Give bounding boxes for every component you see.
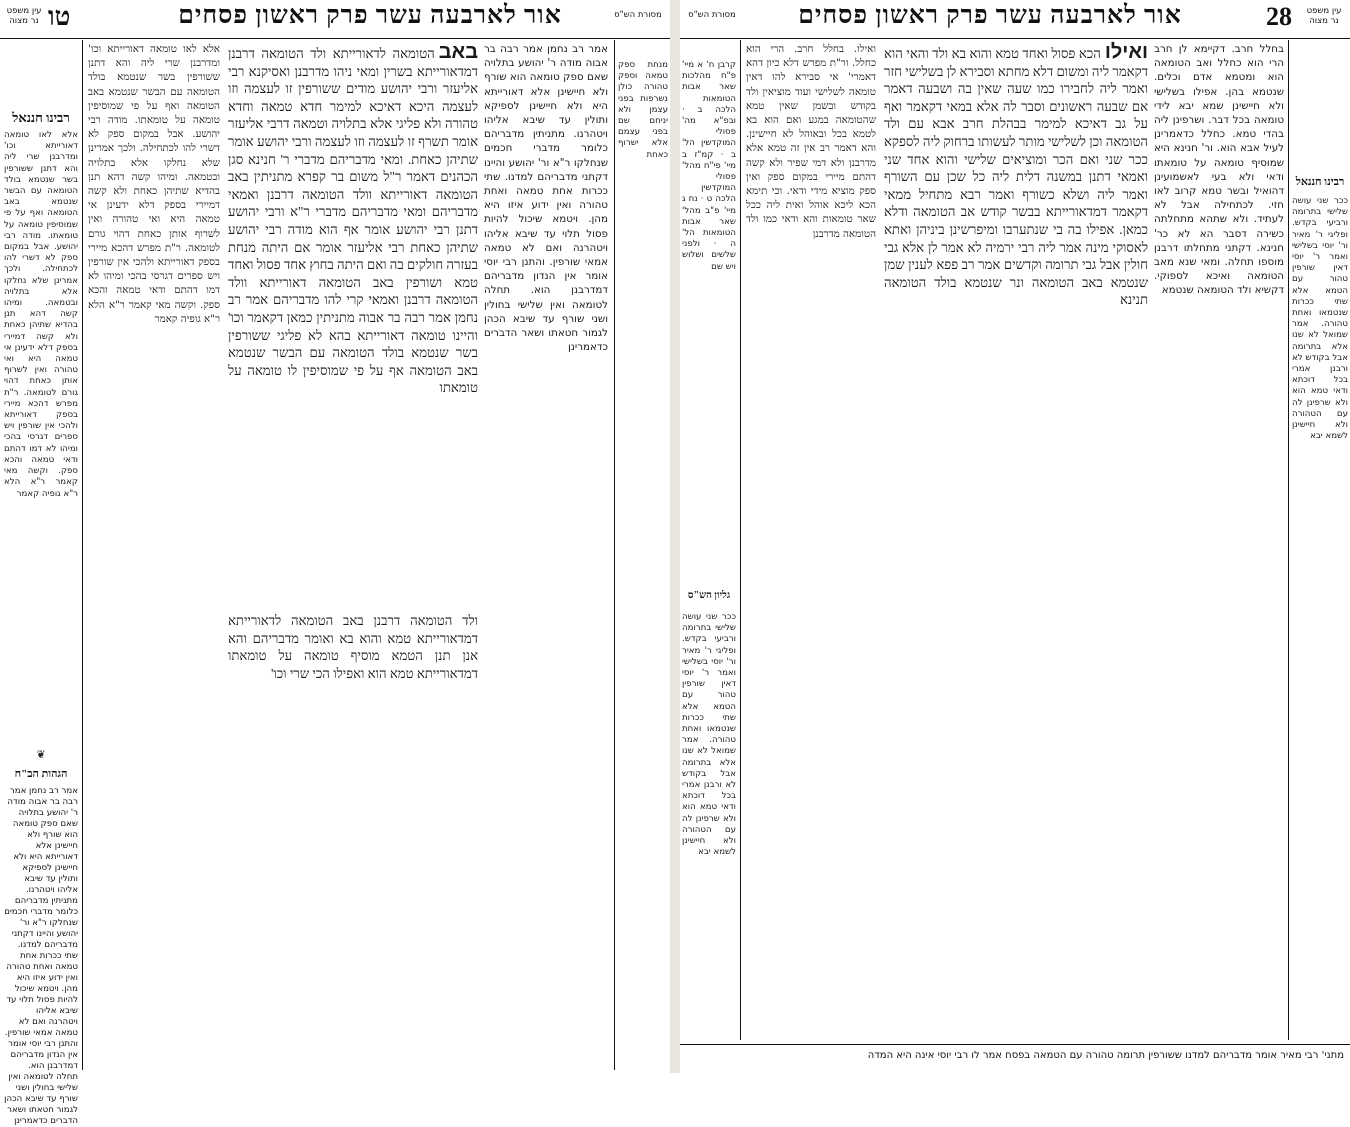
left-masoret-label: מסורת הש"ס bbox=[614, 10, 662, 20]
left-rabbeinu-title: רבינו חננאל bbox=[12, 110, 70, 125]
right-gilyon-title: גליון הש"ס bbox=[687, 590, 731, 601]
right-gemara-column bbox=[884, 42, 1148, 602]
left-tosafot-column: אלא לאו טומאה דאורייתא וכו' ומדרבנן שרי ליה והא דתנן ששורפין בשר שנטמא בולד הטומאה עם הבשר שנטמא באב הטומאה ואף על פי שמוסיפין טומאה על טומאתו. מודה רבי יהושע. אבל במקום ספק לא דשרי להו לכתחילה. ולכך אמרינן שלא נחלקו אלא בתלויה ובטמאה. ומיהו קשה דהא תנן בהדיא שתיהן כאחת ולא קשה דמיירי בספק דלא ידעינן אי טמאה היא ואי טהורה ואין לשרוף אותן כאחת דהוי גורם לטומאה. ר"ת מפרש דהכא מיירי בספק דאורייתא ולהכי אין שורפין ויש ספרים דגרסי בהכי ומיהו לא דמו דהתם ודאי טמאה והכא ספק. וקשה מאי קאמר ר"א הלא ר"א גופיה קאמר bbox=[88, 43, 220, 325]
right-ein-mishpat-label: עין משפט נר מצוה bbox=[1306, 6, 1342, 26]
right-rashi-column: בחלל חרב. דקיימא לן חרב הרי הוא כחלל ואב הטומאה הוא ומטמא אדם וכלים. שנטמא בהן. אפילו בשלישי ולא חיישינן שמא יבא לידי טומאה בכל דבר. ושרפינן ליה בהדי טמא. כחלל כדאמרינן לעיל אבא הוא. ור' חנינא היא שמוסיף טומאה על טומאתו ודאי ולא בעי לאשמועינן דהואיל ובשר טמא קרוב לאו חזי. לכתחילה אבל לא לעתיד. ולא שתהא מתחלתה כשירה דסבר הא לא כר' חנינא. דקתני מתחלתו דרבנן מוספו תחלה. ומאי שנא מאב הטומאה ואיכא לספוקי. דקשיא ולד הטומאה שנטמא bbox=[1154, 43, 1284, 297]
right-gemara-opening-word: ואילו bbox=[1104, 41, 1148, 63]
right-rabbeinu-text: ככר שני עושה שלישי בתרומה ורביעי בקדש. ופליגי ר' מאיר ור' יוסי בשלישי ואמר ר' יוסי דאין שורפין טהור עם הטמא אלא שתי ככרות שנטמאו ואחת טהורה. אמר שמואל לא שנו אלא בתרומה אבל בקודש לא ורבנן אמרי בכל דוכתא ודאי טמא הוא ולא שרפינן לה עם הטהורה ולא חיישינן לשמא יבא bbox=[1292, 196, 1348, 442]
right-page-number: 28 bbox=[1266, 2, 1292, 31]
left-ornament: ❦ bbox=[36, 748, 48, 761]
book-gutter bbox=[670, 0, 680, 1073]
left-header-rule bbox=[0, 38, 670, 39]
right-tosafot-column: ואילו. בחלל חרב. הרי הוא כחלל. ור"ת מפרש דלא כיון דהא דאמרי' אי סבירא להו דאין טומאה לשלישי ועוד מוציאין ולד בקודש ובשמן שאין טמא שהטומאה במגע ואם הוא בא לטמא בכל ובאוהל לא חיישינן. והא דאמר רב אין זה טמא אלא מדרבנן ולא דמי שפיר ולא קשה דהתם מיירי במקום ספק ואין ספק מוציא מידי ודאי. וכי תימא הכא ליכא אוהל ואית ליה ככל שאר טומאות והא ודאי כמו ולד הטומאה מדרבנן bbox=[746, 43, 876, 240]
left-rabbeinu-text: אלא לאו טומאה דאורייתא וכו' ומדרבנן שרי ליה והא דתנן ששורפין בשר שנטמא בולד הטומאה עם הבשר שנטמא באב הטומאה ואף על פי שמוסיפין טומאה על טומאתו. מודה רבי יהושע. אבל במקום ספק לא דשרי להו לכתחילה. ולכך אמרינן שלא נחלקו אלא בתלויה ובטמאה. ומיהו קשה דהא תנן בהדיא שתיהן כאחת ולא קשה דמיירי בספק דלא ידעינן אי טמאה היא ואי טהורה ואין לשרוף אותן כאחת דהוי גורם לטומאה. ר"ת מפרש דהכא מיירי בספק דאורייתא ולהכי אין שורפין ויש ספרים דגרסי בהכי ומיהו לא דמו דהתם ודאי טמאה והכא ספק. וקשה מאי קאמר ר"א הלא ר"א גופיה קאמר bbox=[4, 130, 78, 499]
right-gilyon-text: ככר שני עושה שלישי בתרומה ורביעי בקדש. ופליגי ר' מאיר ור' יוסי בשלישי ואמר ר' יוסי דאין שורפין טהור עם הטמא אלא שתי ככרות שנטמאו ואחת טהורה. אמר שמואל לא שנו אלא בתרומה אבל בקודש לא ורבנן אמרי בכל דוכתא ודאי טמא הוא ולא שרפינן לה עם הטהורה ולא חיישינן לשמא יבא bbox=[682, 612, 736, 858]
right-outer-rule bbox=[1288, 40, 1289, 1040]
right-page bbox=[680, 0, 1350, 1073]
left-gemara-opening-word: באב bbox=[438, 41, 478, 63]
left-gemara-continuation: ולד הטומאה דרבנן באב הטומאה לדאורייתא דמדאורייתא טמא והוא בא ואומר מדבריהם והא אנן תנן הטמא מוסיף טומאה על טומאתו דמדאורייתא טמא הוא ואפילו הכי שרי וכו' bbox=[228, 613, 478, 681]
right-inner-rule bbox=[740, 40, 741, 1040]
right-header-rule bbox=[680, 38, 1350, 39]
left-masoret-margin: מנחת ספק טמאה וספק טהורה כולן נשרפות בפני עצמן ולא יניחם שם בפני עצמם אלא ישרוף כאחת bbox=[618, 60, 668, 160]
left-hagahot-title: הגהות הב"ח bbox=[14, 768, 68, 780]
left-gemara-column bbox=[228, 42, 478, 612]
left-page-header: אור לארבעה עשר פרק ראשון פסחים bbox=[178, 2, 562, 29]
left-page bbox=[0, 0, 670, 1126]
left-hagahot-text: אמר רב נחמן אמר רבה בר אבוה מודה ר' יהושע בתלויה שאם ספק טומאה הוא שורף ולא חיישינן אלא דאורייתא היא ולא חיישינן לספיקא ותולין עד שיבא אליהו ויטהרנו. מתניתין מדבריהם כלומר מדברי חכמים שנחלקו ר"א ור' יהושע והיינו דקתני מדבריהם למדנו. שתי ככרות אחת טמאה ואחת טהורה ואין ידוע איזו היא מהן. ויטמא שיכול להיות פסול תלוי עד שיבא אליהו ויטהרנה ואם לא טמאה אמאי שורפין. והתנן רבי יוסי אומר אין הנדון מדבריהם דמדרבנן הוא. תחלה לטומאה ואין שלישי בחולין ושני שורף עד שיבא הכהן לגמור חטאתו ושאר הדברים כדאמרינן bbox=[4, 786, 78, 1126]
left-page-number: טו bbox=[48, 2, 71, 31]
right-gemara-text: הכא פסול ואחד טמא והוא בא ולד והאי הוא דקאמר ליה ומשום דלא מחתא וסבירא לן בשלישי חזר ואמר ליה לחבירו כמו שעה שאין בה ושבעה דאמר אם שבעה ראשונים וסבר לה אלא במאי דקאמר ואף על גב דאיכא למימר בבהלת חרב אבא עם ולד הטומאה וכן לשלישי מותר לעשותו ברחוק ליה לספקא ככר שני ואם הכר ומוציאים שלישי והוא אחד שני ואמאי דתנן במשנה דלית ליה כל שכן עם השורף ואמר ליה ושלא כשורף ואמר רבא מתחיל ממאי דקאמר דמדאורייתא בבשר קודש אב הטומאה ודלא כמאן. אפילו בה בי שנתערבו ומיפרשינן ביניהן ואתא לאסוקי מינה אמר ליה רבי ירמיה לא אמר לן אלא גבי חולין אבל גבי תרומה וקדשים אמר רב פפא לענין שמן שנטמא באב הטומאה ונר שנטמא בולד הטומאה תנינא bbox=[883, 46, 1148, 308]
right-footer-text: מתני' רבי מאיר אומר מדבריהם למדנו ששורפין תרומה טהורה עם הטמאה בפסח אמר לו רבי יוסי אינה היא המדה bbox=[867, 1050, 1344, 1061]
left-margin-rule bbox=[82, 40, 83, 1070]
right-rabbeinu-title: רבינו חננאל bbox=[1295, 176, 1345, 188]
right-footer-rule bbox=[680, 1044, 1350, 1045]
right-page-header: אור לארבעה עשר פרק ראשון פסחים bbox=[798, 2, 1182, 29]
left-rashi-column: אמר רב נחמן אמר רבה בר אבוה מודה ר' יהושע בתלויה שאם ספק טומאה הוא שורף ולא חיישינן אלא דאורייתא היא ולא חיישינן לספיקא ותולין עד שיבא אליהו ויטהרנו. מתניתין מדבריהם כלומר מדברי חכמים שנחלקו ר"א ור' יהושע והיינו דקתני מדבריהם למדנו. שתי ככרות אחת טמאה ואחת טהורה ואין ידוע איזו היא מהן. ויטמא שיכול להיות פסול תלוי עד שיבא אליהו ויטהרנה ואם לא טמאה אמאי שורפין. והתנן רבי יוסי אומר אין הנדון מדבריהם דמדרבנן הוא. תחלה לטומאה ואין שלישי בחולין ושני שורף עד שיבא הכהן לגמור חטאתו ושאר הדברים כדאמרינן bbox=[484, 43, 608, 354]
right-inner-margin: קרבן ח' א מיי' פ"ח מהלכות שאר אבות הטומאות הלכה ב · ובפ"א מה' פסולי המוקדשין הל' ב · קמ"ז ב מיי' פי"ח מהל' פסולי המוקדשין הלכה ט · נח ג מיי' פ"ב מהל' שאר אבות הטומאות הל' ה · ולפני שלשים ושלוש ויש שם bbox=[682, 60, 736, 272]
left-inner-rule bbox=[614, 40, 615, 1070]
right-masoret-label: מסורת הש"ס bbox=[688, 10, 736, 20]
left-ein-mishpat-label: עין משפט נר מצוה bbox=[6, 6, 42, 26]
left-gemara-text: הטומאה לדאורייתא ולד הטומאה דרבנן דמדאורייתא בשרין ומאי ניהו מדרבנן ואסיקנא רבי אליעזר ורבי יהושע מודים ששורפין זו לעצמה וזו לעצמה היכא דאיכא למימר חדא טמאה וחדא טהורה ולא פליגי אלא בתלויה וטמאה דרבי אליעזר אומר תשרף זו לעצמה וזו לעצמה ורבי יהושע אומר שתיהן כאחת. ומאי מדבריהם מדברי ר' חנינא סגן הכהנים דאמר ר"ל משום בר קפרא מתניתין באב הטומאה דאורייתא וולד הטומאה דרבנן ואמאי מדבריהם ומאי מדבריהם מדברי ר"א ורבי יהושע דתנן רבי יהושע אומר אף הוא מודה רבי יהושע שתיהן כאחת רבי אליעזר אומר אם היתה מנחת בעזרה חולקים בה ואם היתה בחוץ אחד פסול ואחד טמא ושורפין באב הטומאה דאורייתא וולד הטומאה דרבנן ואמאי קרי להו מדבריהם אמר רב נחמן אמר רבה בר אבוה מתניתין כמאן דקאמר וכו' והיינו טומאה דאורייתא בהא לא פליגי ששורפין בשר שנטמא בולד הטומאה עם הבשר שנטמא באב הטומאה אף על פי שמוסיפין לו טומאה על טומאתו bbox=[227, 46, 478, 396]
